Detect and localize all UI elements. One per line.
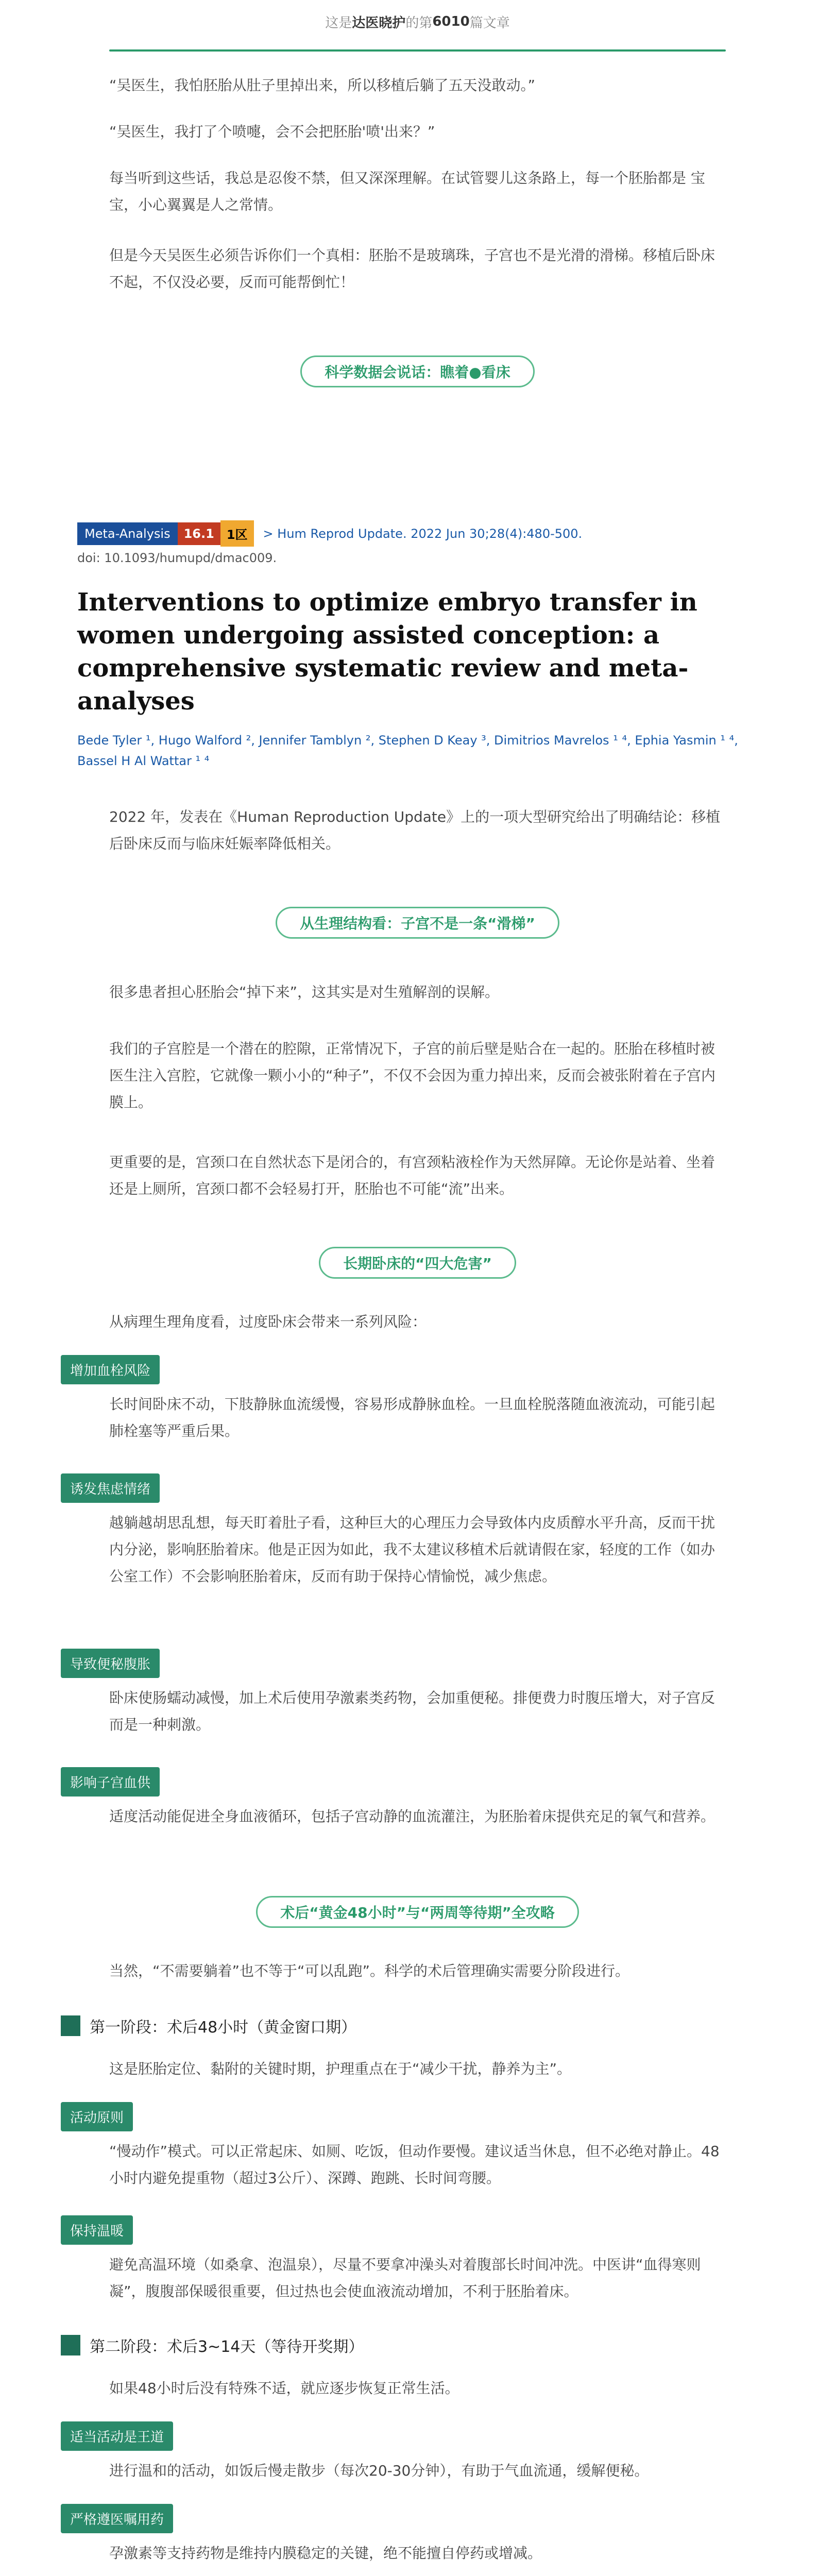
doi-text: doi: 10.1093/humupd/dmac009. bbox=[77, 551, 277, 565]
citation-card bbox=[77, 520, 757, 771]
stage-1-tag-activity: 活动原则 bbox=[61, 2102, 133, 2131]
section-heading-3 bbox=[0, 1247, 835, 1279]
section-title-harms: 长期卧床的“四大危害” bbox=[319, 1247, 516, 1279]
topbar-pre: 这是 bbox=[325, 15, 352, 31]
stage-1-intro: 这是胚胎定位、黏附的关键时期，护理重点在于“减少干扰，静养为主”。 bbox=[109, 2060, 572, 2077]
stage-2-heading bbox=[61, 2334, 725, 2357]
stage-1-text-activity: “慢动作”模式。可以正常起床、如厕、吃饭，但动作要慢。建议适当休息，但不必绝对静止。48小时内避免提重物（超过3公斤）、深蹲、跑跳、长时间弯腰。 bbox=[109, 2143, 720, 2187]
harm-tag-anxiety: 诱发焦虑情绪 bbox=[61, 1473, 160, 1503]
top-divider bbox=[109, 49, 726, 52]
stage-2-tag-activity: 适当活动是王道 bbox=[61, 2421, 173, 2451]
guide-intro: 当然，“不需要躺着”也不等于“可以乱跑”。科学的术后管理确实需要分阶段进行。 bbox=[109, 1962, 630, 1979]
section-heading-1 bbox=[0, 355, 835, 387]
stage-2-marker bbox=[61, 2335, 80, 2355]
harm-text-blood-supply: 适度活动能促进全身血液循环，包括子宫动静的血流灌注，为胚胎着床提供充足的氧气和营养。 bbox=[109, 1808, 715, 1825]
article-count-bar bbox=[0, 0, 835, 43]
harm-text-thrombosis: 长时间卧床不动，下肢静脉血流缓慢，容易形成静脉血栓。一旦血栓脱落随血液流动，可能引起肺栓塞等严重后果。 bbox=[109, 1396, 715, 1439]
intro-paragraph-3: 每当听到这些话，我总是忍俊不禁，但又深深理解。在试管婴儿这条路上，每一个胚胎都是 宝宝，小心翼翼是人之常情。 bbox=[109, 170, 705, 213]
section-title-physiology: 从生理结构看：子宫不是一条“滑梯” bbox=[276, 907, 559, 939]
stage-2-title: 第二阶段：术后3~14天（等待开奖期） bbox=[90, 2338, 364, 2356]
stage-2-text-medication: 孕激素等支持药物是维持内膜稳定的关键，绝不能擅自停药或增减。 bbox=[109, 2545, 542, 2562]
harm-text-constipation: 卧床使肠蠕动减慢，加上术后使用孕激素类药物，会加重便秘。排便费力时腹压增大，对子宫反而是一种刺激。 bbox=[109, 1689, 715, 1733]
harms-intro: 从病理生理角度看，过度卧床会带来一系列风险： bbox=[109, 1313, 427, 1330]
stage-1-title: 第一阶段：术后48小时（黄金窗口期） bbox=[90, 2019, 357, 2037]
author-list[interactable]: Bede Tyler ¹, Hugo Walford ², Jennifer Tamblyn ², Stephen D Keay ³, Dimitrios Mavrelos ¹ ⁴, Ephia Yasmin ¹ ⁴, Bassel H Al Wattar ¹ ⁴ bbox=[77, 733, 738, 768]
section-title-science: 科学数据会说话：瞧着●看床 bbox=[300, 355, 534, 387]
physiology-paragraph-1: 很多患者担心胚胎会“掉下来”，这其实是对生殖解剖的误解。 bbox=[109, 984, 500, 1001]
harm-text-anxiety: 越躺越胡思乱想，每天盯着肚子看，这种巨大的心理压力会导致体内皮质醇水平升高，反而干扰内分泌，影响胚胎着床。他是正因为如此，我不太建议移植术后就请假在家，轻度的工作（如办公室工作）不会影响胚胎着床，反而有助于保持心情愉悦，减少焦虑。 bbox=[109, 1514, 715, 1585]
intro-quote-2: “吴医生，我打了个喷嚏，会不会把胚胎'喷'出来？” bbox=[109, 123, 435, 140]
physiology-paragraph-3: 更重要的是，宫颈口在自然状态下是闭合的，有宫颈粘液栓作为天然屏障。无论你是站着、坐着还是上厕所，宫颈口都不会轻易打开，胚胎也不可能“流”出来。 bbox=[109, 1154, 715, 1197]
harm-tag-constipation: 导致便秘腹胀 bbox=[61, 1649, 160, 1678]
article-number: 6010 bbox=[432, 14, 470, 29]
harm-tag-thrombosis: 增加血栓风险 bbox=[61, 1355, 160, 1384]
harm-tag-blood-supply: 影响子宫血供 bbox=[61, 1767, 160, 1797]
impact-factor-badge: 16.1 bbox=[178, 522, 220, 545]
stage-1-marker bbox=[61, 2015, 80, 2036]
stage-1-heading bbox=[61, 2014, 725, 2037]
journal-row bbox=[77, 520, 757, 547]
topbar-post: 篇文章 bbox=[469, 15, 510, 31]
study-paragraph: 2022 年，发表在《Human Reproduction Update》上的一项大型研究给出了明确结论：移植后卧床反而与临床妊娠率降低相关。 bbox=[109, 808, 721, 852]
section-heading-2 bbox=[0, 907, 835, 939]
stage-2-intro: 如果48小时后没有特殊不适，就应逐步恢复正常生活。 bbox=[109, 2380, 459, 2397]
section-heading-4 bbox=[0, 1896, 835, 1928]
zone-badge: 1区 bbox=[220, 520, 254, 547]
physiology-paragraph-2: 我们的子宫腔是一个潜在的腔隙，正常情况下，子宫的前后壁是贴合在一起的。胚胎在移植时被医生注入宫腔，它就像一颗小小的“种子”，不仅不会因为重力掉出来，反而会被张附着在子宫内膜上。 bbox=[109, 1040, 716, 1111]
stage-2-text-activity: 进行温和的活动，如饭后慢走散步（每次20-30分钟），有助于气血流通，缓解便秘。 bbox=[109, 2462, 649, 2479]
stage-1-tag-warmth: 保持温暖 bbox=[61, 2215, 133, 2245]
intro-paragraph-4: 但是今天吴医生必须告诉你们一个真相：胚胎不是玻璃珠，子宫也不是光滑的滑梯。移植后卧床不起，不仅没必要，反而可能帮倒忙！ bbox=[109, 247, 715, 291]
paper-title: Interventions to optimize embryo transfer in women undergoing assisted conception: a comprehensive systematic review and meta-analyses bbox=[77, 588, 697, 716]
meta-analysis-badge: Meta-Analysis bbox=[77, 522, 178, 545]
stage-1-text-warmth: 避免高温环境（如桑拿、泡温泉），尽量不要拿冲澡头对着腹部长时间冲洗。中医讲“血得寒则凝”，腹腹部保暖很重要，但过热也会使血液流动增加，不利于胚胎着床。 bbox=[109, 2256, 701, 2300]
stage-2-tag-medication: 严格遵医嘱用药 bbox=[61, 2504, 173, 2533]
section-title-guide: 术后“黄金48小时”与“两周等待期”全攻略 bbox=[256, 1896, 579, 1928]
topbar-mid: 的第 bbox=[405, 15, 433, 31]
journal-link[interactable]: > Hum Reprod Update. 2022 Jun 30;28(4):480-500. bbox=[263, 526, 583, 541]
brand-name[interactable]: 达医晓护 bbox=[352, 15, 406, 31]
intro-quote-1: “吴医生，我怕胚胎从肚子里掉出来，所以移植后躺了五天没敢动。” bbox=[109, 77, 536, 94]
